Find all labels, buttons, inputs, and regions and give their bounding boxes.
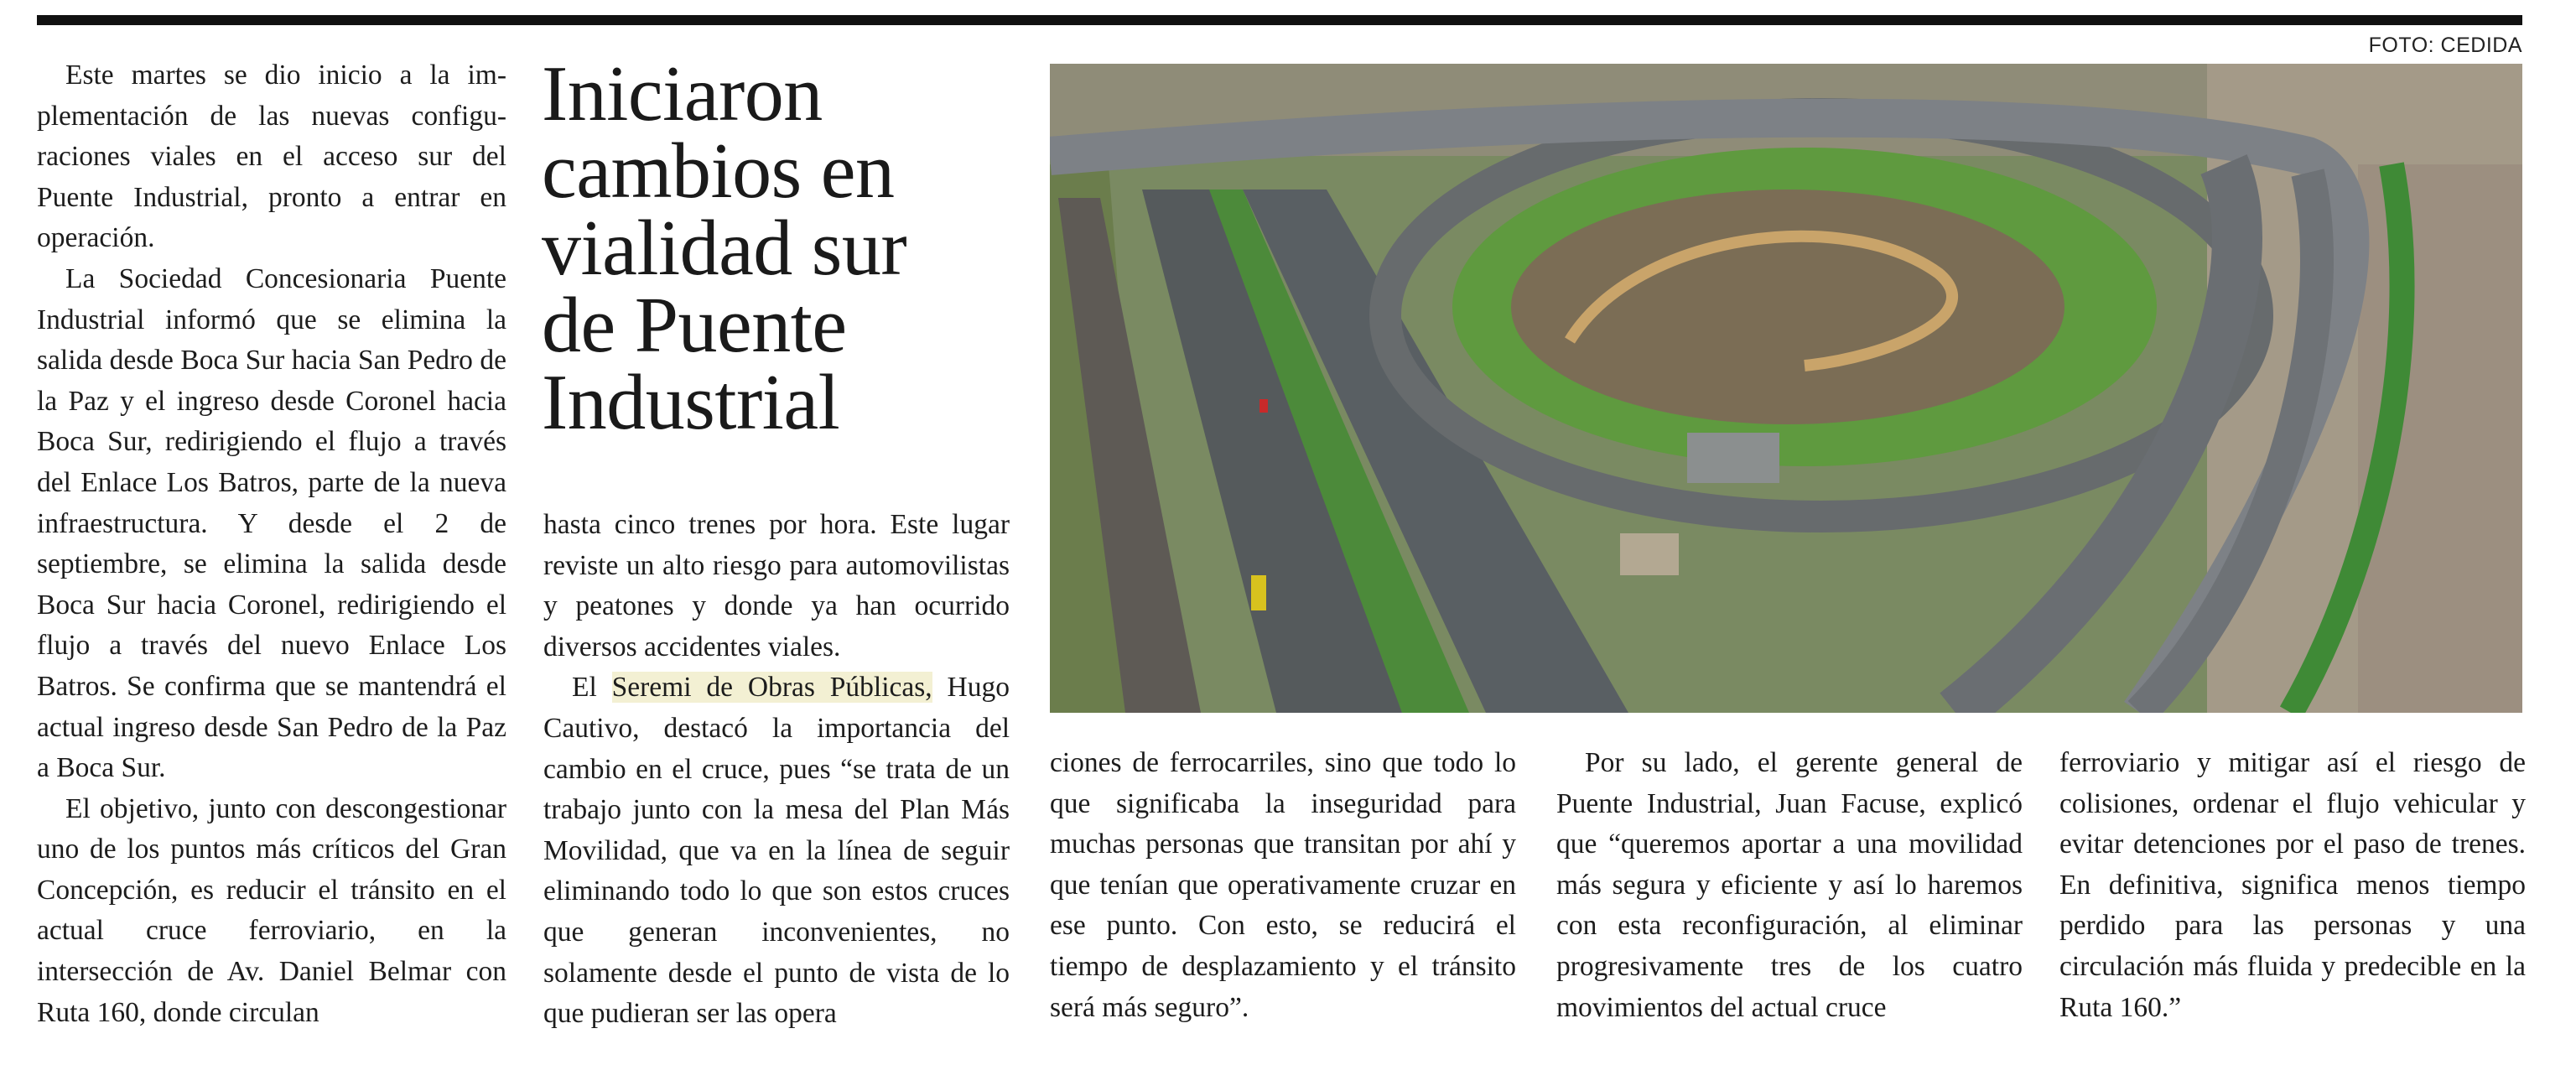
paragraph: hasta cinco trenes por hora. Este lugar reviste un alto riesgo para automovilistas y peatones y donde ya han ocurrido diversos accidentes viales. [543,509,1010,662]
paragraph: Por su lado, el gerente general de Puente Industrial, Juan Facuse, explicó que “queremos aportar a una movilidad más segura y eficiente y así lo haremos con esta reconfiguración, al eliminar progresivamente tres de los cuatro movimientos del actual cruce [1556,747,2023,1023]
headline [542,50,1045,446]
highway-interchange-image [1050,64,2522,713]
paragraph: ciones de ferrocarriles, sino que todo lo que significaba la inseguridad para muchas personas que transitan por ahí y que tenían que operativamente cruzar en ese punto. Con esto, se reducirá el tiempo de desplazamiento y el tránsito será más seguro”. [1050,747,1516,1023]
aerial-highway-photo [1050,64,2522,713]
top-rule [37,15,2522,25]
paragraph: ferroviario y mitigar así el riesgo de colisiones, ordenar el flujo vehicular y evitar detenciones por el paso de trenes. En definitiva, significa menos tiempo perdido para las personas y una circulación más fluida y predecible en la Ruta 160.” [2059,747,2526,1023]
highlighted-text: Seremi de Obras Públicas, [611,672,932,704]
photo-credit: FOTO: CEDIDA [2368,34,2522,57]
text-run: El [572,672,612,704]
headline-line: Industrial [542,359,840,446]
body-column-4 [1556,743,2023,1028]
body-column-5 [2059,743,2526,1028]
paragraph: La Sociedad Concesionaria Puente Industrial informó que se elimina la salida desde Boca Sur hacia San Pedro de la Paz y el ingreso desde Coronel hacia Boca Sur, redirigiendo el flujo a través del Enlace Los Batros, parte de la nueva infraestructura. Y desde el 2 de septiembre, se elimina la salida desde Boca Sur hacia Coronel, redirigiendo el flujo a través del nuevo Enlace Los Batros. Se confirma que se mantendrá el actual ingreso desde San Pedro de la Paz a Boca Sur. [37,262,506,784]
paragraph [543,667,1010,1034]
headline-line: cambios en [542,127,895,215]
paragraph: El objetivo, junto con descongestionar uno de los puntos más críticos del Gran Concepción, es reducir el tránsito en el actual cruce ferroviario, en la intersección de Av. Daniel Belmar con Ruta 160, donde circulan [37,792,506,1028]
headline-line: vialidad sur [542,205,907,292]
body-column-1 [37,55,506,1033]
text-run: Hugo Cautivo, destacó la importancia del cambio en el cruce, pues “se trata de un trabajo junto con la mesa del Plan Más Movilidad, que va en la línea de seguir eliminando todo lo que son estos cruces que generan inconvenientes, no solamente desde el punto de vista de lo que pudieran ser las opera [543,672,1010,1030]
headline-line: de Puente [542,282,847,369]
headline-line: Iniciaron [542,50,823,138]
body-column-2 [543,505,1010,1035]
body-column-3 [1050,743,1516,1028]
paragraph: Este martes se dio inicio a la implementación de las nuevas configuraciones viales en el acceso sur del Puente Industrial, pronto a entrar en operación. [37,60,506,254]
